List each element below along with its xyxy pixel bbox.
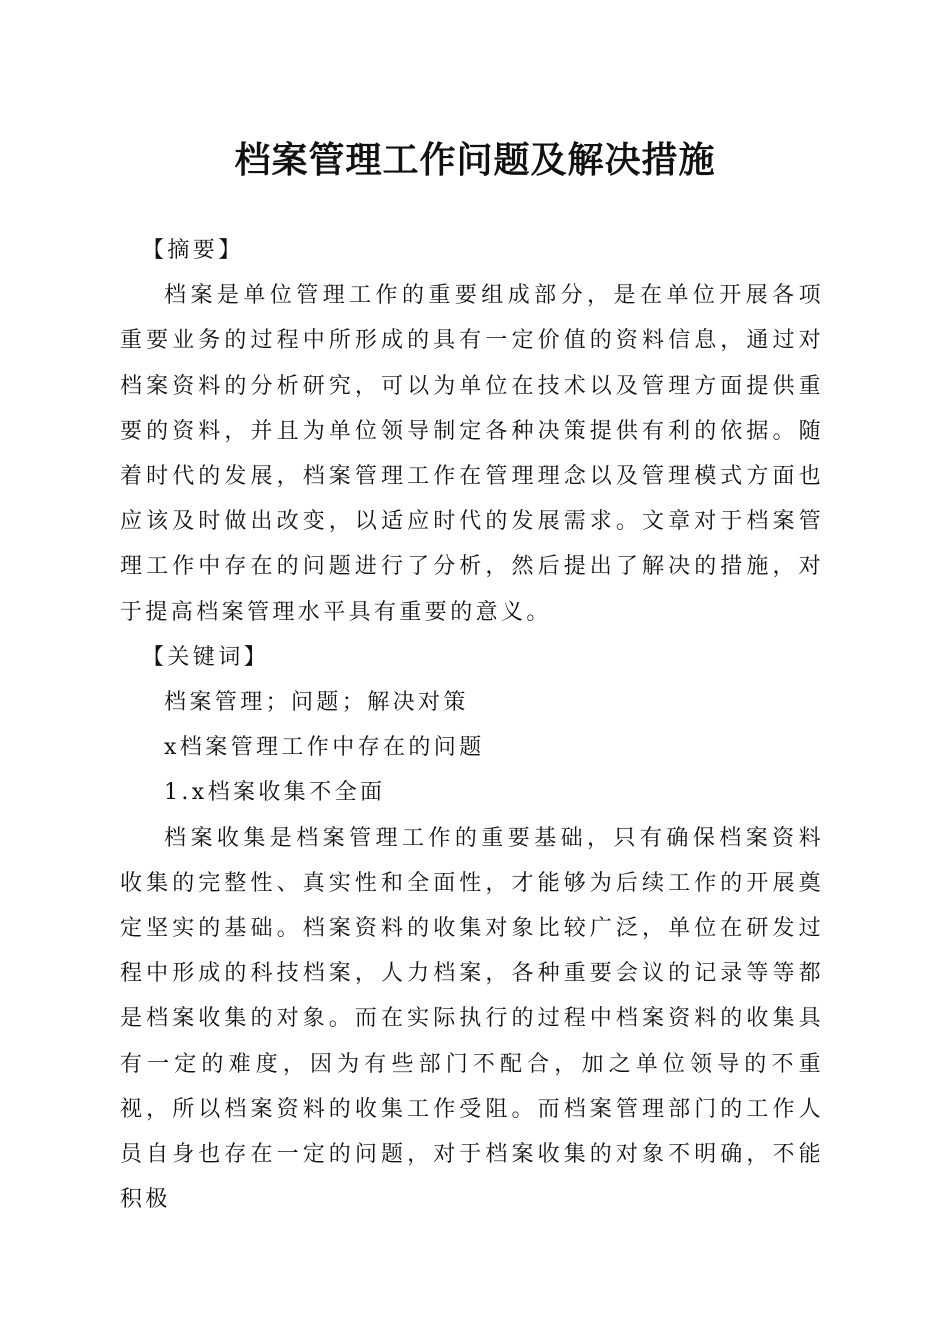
- document-title: 档案管理工作问题及解决措施: [234, 139, 716, 181]
- subsection-heading: 1.x档案收集不全面: [164, 780, 386, 806]
- keywords-label: 【关键词】: [142, 644, 270, 670]
- section-heading: x档案管理工作中存在的问题: [164, 735, 485, 761]
- abstract-paragraph: 档案是单位管理工作的重要组成部分，是在单位开展各项重要业务的过程中所形成的具有一定价值的资料信息，通过对档案资料的分析研究，可以为单位在技术以及管理方面提供重要的资料，并且为单位领导制定各种决策提供有利的依据。随着时代的发展，档案管理工作在管理理念以及管理模式方面也应该及时做出改变，以适应时代的发展需求。文章对于档案管理工作中存在的问题进行了分析，然后提出了解决的措施，对于提高档案管理水平具有重要的意义。: [120, 283, 824, 625]
- abstract-label: 【摘要】: [142, 238, 244, 263]
- keywords-text: 档案管理；问题；解决对策: [164, 690, 469, 716]
- body-paragraph: 档案收集是档案管理工作的重要基础，只有确保档案资料收集的完整性、真实性和全面性，才能够为后续工作的开展奠定坚实的基础。档案资料的收集对象比较广泛，单位在研发过程中形成的科技档案，人力档案，各种重要会议的记录等等都是档案收集的对象。而在实际执行的过程中档案资料的收集具有一定的难度，因为有些部门不配合，加之单位领导的不重视，所以档案资料的收集工作受阻。而档案管理部门的工作人员自身也存在一定的问题，对于档案收集的对象不明确，不能积极: [120, 825, 824, 1213]
- document-body: [120, 228, 824, 1222]
